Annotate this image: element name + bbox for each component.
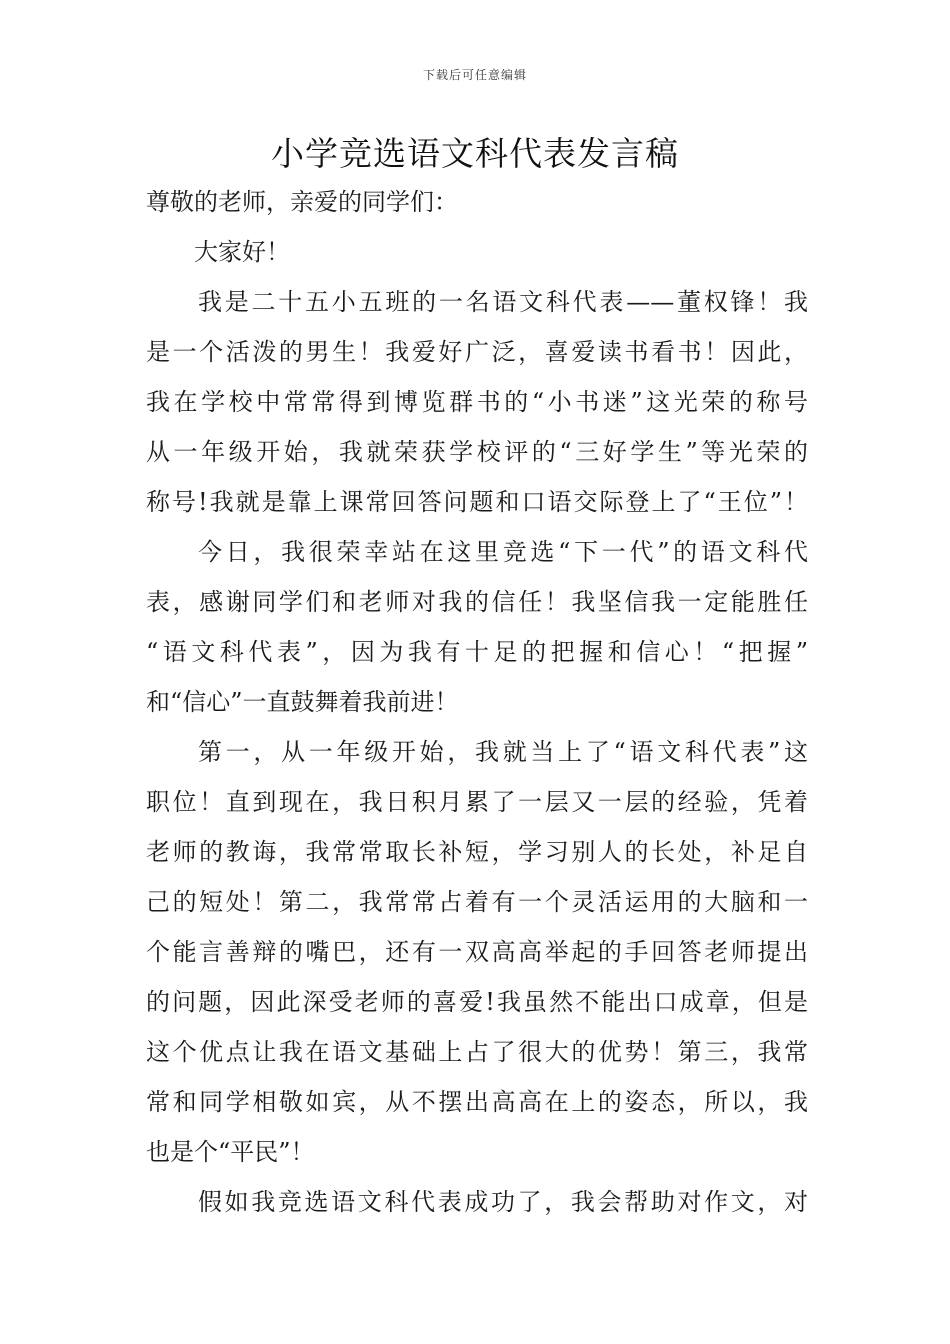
paragraph-1: [146, 277, 808, 527]
salutation: [146, 177, 808, 227]
paragraph-line: 从一年级开始，我就荣获学校评的“三好学生”等光荣的: [146, 438, 808, 466]
paragraph-line: 是一个活泼的男生！我爱好广泛，喜爱读书看书！因此，: [146, 338, 808, 366]
greeting: [146, 227, 808, 277]
paragraph-line: 这个优点让我在语文基础上占了很大的优势！第三，我常: [146, 1038, 808, 1066]
paragraph-line: 的问题，因此深受老师的喜爱!我虽然不能出口成章，但是: [146, 988, 808, 1016]
paragraph-line: 己的短处！第二，我常常占着有一个灵活运用的大脑和一: [146, 888, 808, 916]
page-header-note: 下载后可任意编辑: [422, 68, 527, 82]
paragraph-line: 也是个“平民”！: [146, 1138, 315, 1166]
document-body: [146, 177, 808, 1227]
greeting-line: 大家好！: [194, 238, 290, 266]
paragraph-line: 职位！直到现在，我日积月累了一层又一层的经验，凭着: [146, 788, 808, 816]
paragraph-line: 称号!我就是靠上课常回答问题和口语交际登上了“王位”！: [146, 488, 808, 516]
paragraph-line: 和“信心”一直鼓舞着我前进！: [146, 688, 459, 716]
paragraph-3: [146, 727, 808, 1177]
paragraph-4: [146, 1177, 808, 1227]
paragraph-line: 我是二十五小五班的一名语文科代表——董权锋！我: [198, 288, 808, 316]
document-title: 小学竞选语文科代表发言稿: [271, 134, 679, 173]
paragraph-line: 今日，我很荣幸站在这里竞选“下一代”的语文科代: [198, 538, 808, 566]
paragraph-line: 表，感谢同学们和老师对我的信任！我坚信我一定能胜任: [146, 588, 808, 616]
salutation-line: 尊敬的老师，亲爱的同学们：: [146, 188, 458, 216]
paragraph-line: 假如我竞选语文科代表成功了，我会帮助对作文，对: [198, 1188, 808, 1216]
paragraph-line: 个能言善辩的嘴巴，还有一双高高举起的手回答老师提出: [146, 938, 808, 966]
paragraph-line: 第一，从一年级开始，我就当上了“语文科代表”这: [198, 738, 808, 766]
paragraph-line: 我在学校中常常得到博览群书的“小书迷”这光荣的称号: [146, 388, 808, 416]
paragraph-2: [146, 527, 808, 727]
paragraph-line: 常和同学相敬如宾，从不摆出高高在上的姿态，所以，我: [146, 1088, 808, 1116]
paragraph-line: “语文科代表”，因为我有十足的把握和信心！“把握”: [146, 638, 808, 666]
paragraph-line: 老师的教诲，我常常取长补短，学习别人的长处，补足自: [146, 838, 808, 866]
